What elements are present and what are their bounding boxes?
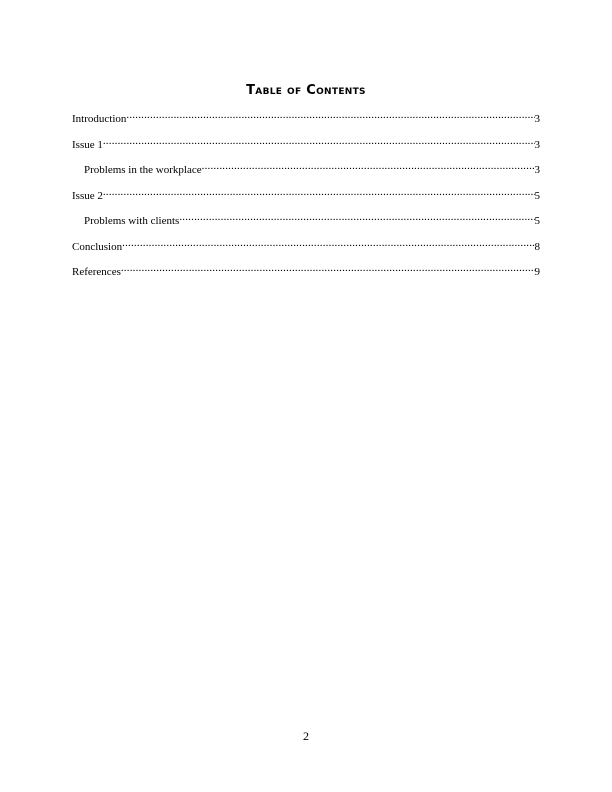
toc-entry-issue-2[interactable]: [72, 186, 540, 212]
toc-entry-text: Issue 1: [72, 138, 103, 151]
toc-entry-issue-1[interactable]: [72, 135, 540, 161]
toc-dot-leader: [202, 160, 535, 173]
toc-dot-leader: [179, 211, 534, 224]
page-number: 2: [303, 729, 309, 743]
toc-entry-introduction[interactable]: [72, 109, 540, 135]
toc-dot-leader: [103, 186, 535, 199]
toc-entry-page: 3: [534, 138, 540, 151]
toc-entry-problems-in-the-workplace[interactable]: [72, 160, 540, 186]
toc-entry-text: Introduction: [72, 113, 127, 125]
toc-entry-page: 5: [534, 189, 540, 202]
toc-entry-text: References: [72, 266, 121, 278]
toc-entry-page: 9: [534, 266, 540, 278]
toc-entry-conclusion[interactable]: [72, 237, 540, 263]
toc-entry-page: 3: [534, 164, 540, 176]
toc-entry-page: 5: [534, 215, 540, 227]
toc-title: Table of Contents: [246, 83, 366, 98]
toc-list: [72, 109, 540, 288]
toc-entry-text: Problems in the workplace: [84, 164, 202, 176]
toc-entry-text: Problems with clients: [84, 215, 180, 227]
toc-entry-text: Issue 2: [72, 189, 103, 202]
toc-dot-leader: [103, 135, 535, 148]
toc-entry-page: 8: [534, 240, 540, 253]
toc-entry-page: 3: [534, 113, 540, 125]
toc-dot-leader: [121, 262, 535, 275]
toc-entry-text: Conclusion: [72, 240, 123, 253]
toc-entry-references[interactable]: [72, 262, 540, 288]
toc-dot-leader: [126, 109, 534, 122]
toc-entry-problems-with-clients[interactable]: [72, 211, 540, 237]
toc-dot-leader: [122, 237, 534, 250]
